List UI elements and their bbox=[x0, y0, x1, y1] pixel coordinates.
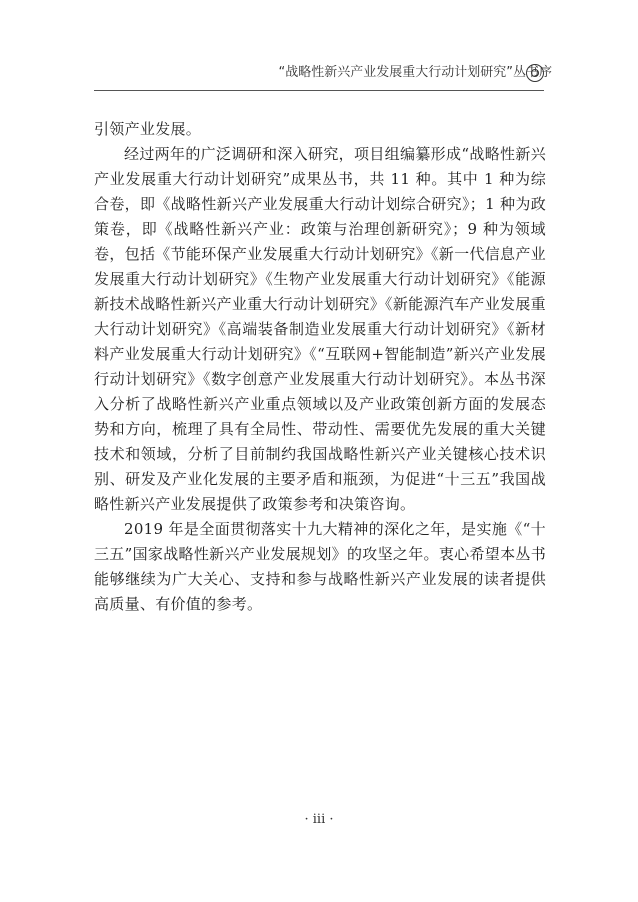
header-circle-icon bbox=[526, 64, 544, 82]
running-header-title: “战略性新兴产业发展重大行动计划研究”丛书序 bbox=[278, 65, 552, 80]
paragraph: 2019 年是全面贯彻落实十九大精神的深化之年，是实施《“十三五”国家战略性新兴产业发展规划》的攻坚之年。衷心希望本丛书能够继续为广大关心、支持和参与战略性新兴产业发展的读者提供高质量、有价值的参考。 bbox=[94, 520, 546, 613]
header-rule bbox=[94, 90, 544, 91]
paragraph-continuation: 引领产业发展。 bbox=[94, 120, 202, 138]
paragraph: 经过两年的广泛调研和深入研究，项目组编纂形成“战略性新兴产业发展重大行动计划研究”成果丛书，共 11 种。其中 1 种为综合卷，即《战略性新兴产业发展重大行动计划综合研究》；1 种为政策卷，即《战略性新兴产业：政策与治理创新研究》；9 种为领域卷，包括《节能环保产业发展重大行动计划研究》《新一代信息产业发展重大行动计划研究》《生物产业发展重大行动计划研究》《能源新技术战略性新兴产业重大行动计划研究》《新能源汽车产业发展重大行动计划研究》《高端装备制造业发展重大行动计划研究》《新材料产业发展重大行动计划研究》《“互联网+智能制造”新兴产业发展行动计划研究》《数字创意产业发展重大行动计划研究》。本丛书深入分析了战略性新兴产业重点领域以及产业政策创新方面的发展态势和方向，梳理了具有全局性、带动性、需要优先发展的重大关键技术和领域，分析了目前制约我国战略性新兴产业关键核心技术识别、研发及产业化发展的主要矛盾和瓶颈，为促进“十三五”我国战略性新兴产业发展提供了政策参考和决策咨询。 bbox=[94, 145, 546, 513]
body-text bbox=[94, 117, 546, 617]
page-number: · iii · bbox=[304, 812, 334, 827]
